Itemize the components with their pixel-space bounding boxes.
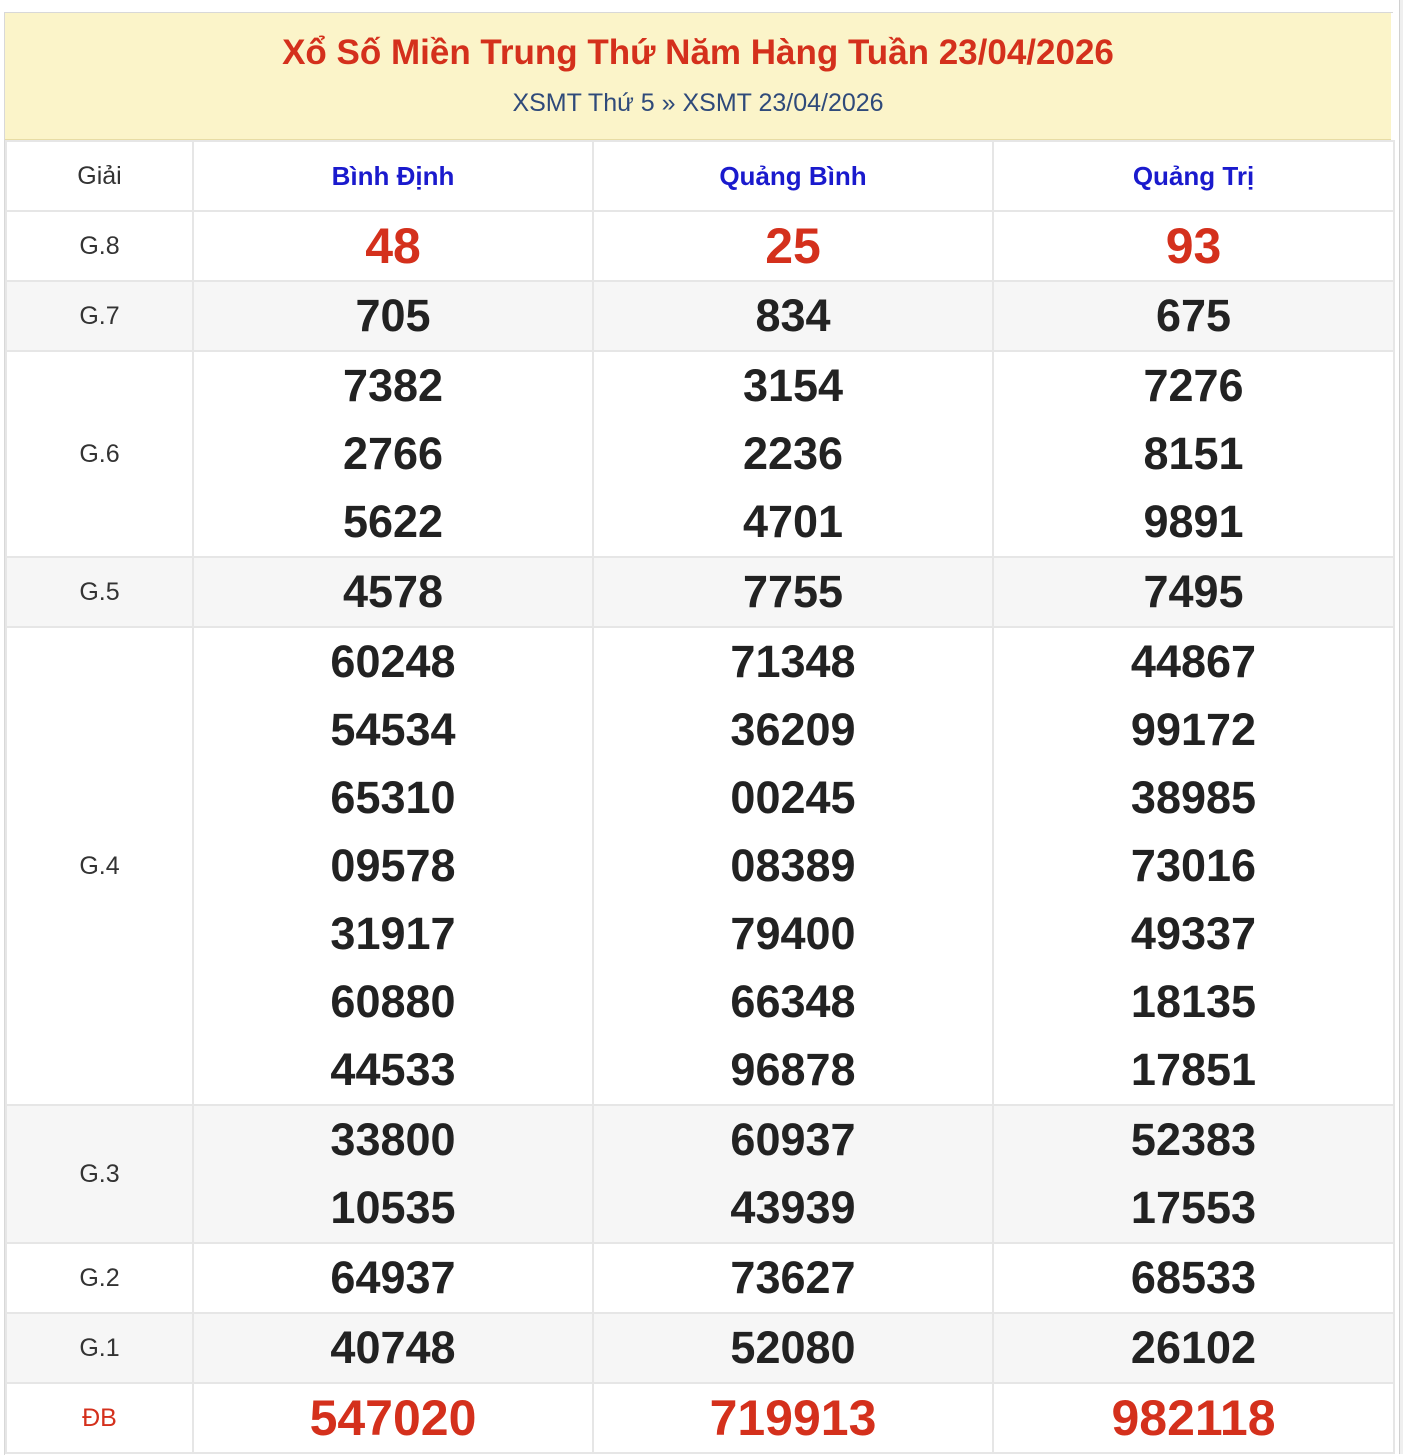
result-cell [993,1105,1394,1243]
result-number: 7382 [342,360,444,411]
result-number: 7755 [742,566,844,617]
result-cell [193,1383,593,1453]
table-header-row [6,141,1394,211]
result-cell [193,1313,593,1383]
result-cell [193,557,593,627]
result-cell [993,1383,1394,1453]
result-number: 675 [1155,290,1232,341]
result-number: 00245 [730,772,856,823]
result-cell [593,627,993,1105]
result-number: 54534 [330,704,456,755]
prize-label: G.6 [6,351,193,557]
result-cell [993,1243,1394,1313]
result-number: 36209 [730,704,856,755]
result-number: 33800 [330,1114,456,1165]
prize-label: G.1 [6,1313,193,1383]
prize-row [6,557,1394,627]
province-header[interactable]: Quảng Bình [593,141,993,211]
breadcrumb [5,89,1391,118]
page-title: Xổ Số Miền Trung Thứ Năm Hàng Tuần 23/04/2026 [282,33,1114,72]
result-number: 31917 [330,908,456,959]
result-number: 2766 [342,428,444,479]
prize-row [6,1243,1394,1313]
prize-row [6,281,1394,351]
province-header[interactable]: Bình Định [193,141,593,211]
result-number: 49337 [1130,908,1257,959]
result-cell [593,211,993,281]
special-prize-number: 547020 [309,1390,477,1446]
result-number: 26102 [1130,1322,1257,1373]
prize-row [6,1383,1394,1453]
results-header [5,13,1391,140]
result-cell [193,627,593,1105]
result-cell [193,1105,593,1243]
result-cell [993,281,1394,351]
result-number: 9891 [1143,496,1244,547]
result-cell [193,1243,593,1313]
result-cell [593,557,993,627]
prize-column-header: Giải [6,141,193,211]
result-number: 52383 [1130,1114,1257,1165]
result-number: 4578 [342,566,444,617]
prize-row [6,627,1394,1105]
result-cell [193,281,593,351]
result-number: 18135 [1130,976,1257,1027]
breadcrumb-link-date[interactable]: XSMT 23/04/2026 [682,89,884,117]
result-number: 99172 [1130,704,1257,755]
result-cell [593,1383,993,1453]
result-number: 60248 [330,636,456,687]
result-cell [193,351,593,557]
prize-row [6,211,1394,281]
prize-label: G.3 [6,1105,193,1243]
result-cell [593,1243,993,1313]
result-cell [993,1313,1394,1383]
result-number: 79400 [730,908,856,959]
result-number: 40748 [330,1322,456,1373]
result-number: 10535 [330,1182,456,1233]
prize-label: G.8 [6,211,193,281]
prize-label: G.5 [6,557,193,627]
result-number: 66348 [730,976,856,1027]
result-cell [593,281,993,351]
result-number: 60937 [730,1114,856,1165]
result-number: 44867 [1130,636,1257,687]
result-number: 43939 [730,1182,856,1233]
result-number: 93 [1165,218,1222,274]
special-prize-number: 982118 [1111,1390,1276,1446]
result-number: 68533 [1130,1252,1257,1303]
prize-row [6,351,1394,557]
result-number: 834 [755,290,831,341]
result-number: 60880 [330,976,456,1027]
result-number: 5622 [342,496,444,547]
result-cell [993,211,1394,281]
province-header[interactable]: Quảng Trị [993,141,1394,211]
prize-label: G.7 [6,281,193,351]
result-number: 65310 [330,772,456,823]
result-number: 7495 [1143,566,1244,617]
result-number: 09578 [330,840,456,891]
result-number: 73627 [730,1252,856,1303]
result-number: 38985 [1130,772,1257,823]
result-number: 73016 [1130,840,1257,891]
breadcrumb-link-weekday[interactable]: XSMT Thứ 5 [512,89,655,117]
result-number: 3154 [742,360,844,411]
result-number: 44533 [330,1044,456,1095]
result-number: 64937 [330,1252,456,1303]
lottery-results-table [5,140,1395,1454]
result-number: 25 [765,218,821,274]
result-cell [993,557,1394,627]
result-number: 71348 [730,636,856,687]
result-cell [993,627,1394,1105]
result-number: 2236 [742,428,844,479]
prize-row [6,1105,1394,1243]
prize-label: G.2 [6,1243,193,1313]
result-cell [593,1105,993,1243]
result-number: 52080 [730,1322,856,1373]
result-number: 48 [365,218,421,274]
result-number: 08389 [730,840,856,891]
prize-row [6,1313,1394,1383]
result-number: 7276 [1143,360,1244,411]
result-number: 4701 [742,496,844,547]
result-cell [193,211,593,281]
result-number: 705 [355,290,431,341]
result-number: 8151 [1143,428,1244,479]
result-cell [593,351,993,557]
window-edge [1399,0,1403,1454]
result-number: 17851 [1130,1044,1257,1095]
result-cell [593,1313,993,1383]
result-number: 96878 [730,1044,856,1095]
breadcrumb-separator: » [661,89,676,117]
result-cell [993,351,1394,557]
prize-label: ĐB [6,1383,193,1453]
result-number: 17553 [1130,1182,1257,1233]
prize-label: G.4 [6,627,193,1105]
special-prize-number: 719913 [709,1390,877,1446]
